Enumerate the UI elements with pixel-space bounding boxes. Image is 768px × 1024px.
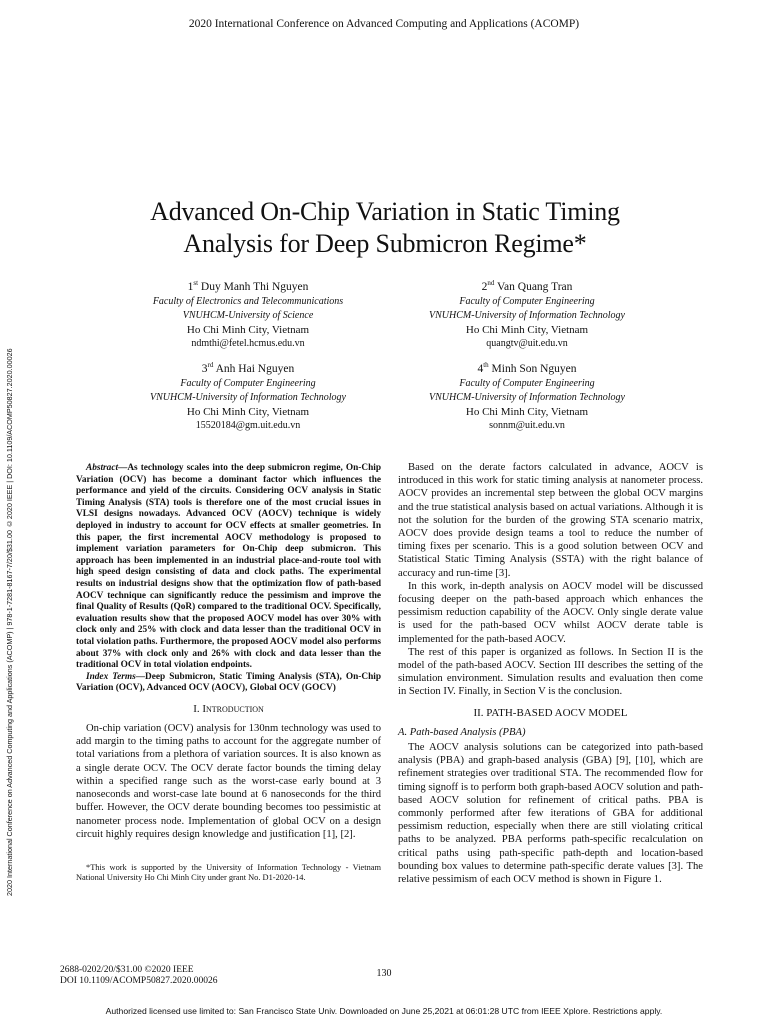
author-name: Van Quang Tran (497, 280, 573, 293)
footnote-text: *This work is supported by the University of Information Technology - Vietnam National University Ho Chi Minh City under grant No. D1-2020-14. (76, 862, 381, 883)
author-ordinal-suffix: st (193, 279, 199, 287)
author-ordinal-suffix: nd (487, 279, 495, 287)
author-faculty: Faculty of Computer Engineering (459, 295, 595, 307)
author-faculty: Faculty of Electronics and Telecommunications (152, 295, 344, 307)
introduction-paragraph: On-chip variation (OCV) analysis for 130nm technology was used to add margin to the timing paths to account for the aggregate number of total variations from a plethora of variation sources. It is also known as a single derate OCV. The OCV derate factor bounds the timing delay within a specified range such as the worst-case early bound at 3 nanoseconds and worst-case late bound at 6 nanoseconds for the third buffer. However, the OCV derate bounding becomes too pessimistic at nanometer process node. Implementation of global OCV on a design circuit highly requires design knowledge and justification [1], [2]. (76, 723, 381, 840)
author-city: Ho Chi Minh City, Vietnam (186, 405, 310, 418)
author-ordinal-suffix: rd (207, 361, 214, 369)
license-notice: Authorized licensed use limited to: San Francisco State Univ. Downloaded on June 25,2021 at 06:01:28 UTC from IEEE Xplore. Restrictions apply. (105, 1006, 663, 1016)
abstract (76, 463, 381, 695)
left-column (76, 463, 381, 884)
issn-line: 2688-0202/20/$31.00 ©2020 IEEE (60, 965, 194, 975)
author-ordinal-suffix: th (483, 361, 489, 369)
author-name: Anh Hai Nguyen (215, 362, 295, 375)
paragraph: The AOCV analysis solutions can be categorized into path-based analysis (PBA) and graph-based analysis (GBA) [9], [10], which are refinement strategies over traditional STA. The recommended flow for timing signoff is to perform both graph-based AOCV solution and path-based AOCV solution for refinement of critical paths. PBA is commonly performed after few iterations of GBA for additional pessimism reduction, especially when there are still violating critical paths to be analyzed. PBA performs path-specific recalculation on critical paths using path-specific path-depth and location-based bounding box values to determine path-specific derate values [3]. The relative pessimism of each OCV method is shown in Figure 1. (398, 742, 703, 886)
title-line-2: Analysis for Deep Submicron Regime* (183, 229, 587, 258)
author-faculty: Faculty of Computer Engineering (459, 377, 595, 389)
right-column (398, 461, 703, 886)
author-name: Minh Son Nguyen (491, 362, 577, 375)
author-university: VNUHCM-University of Information Technology (428, 391, 625, 403)
index-terms-label: Index Terms (86, 671, 136, 682)
section-heading-path-based-aocv: II. PATH-BASED AOCV MODEL (473, 706, 628, 719)
paragraph: The rest of this paper is organized as follows. In Section II is the model of the path-based AOCV. Section III describes the setting of the simulation environment. Simulation results and evaluation then come in Section IV. Finally, in Section V is the conclusion. (398, 646, 703, 698)
section-title-text: Introduction (202, 702, 264, 715)
author-block-3 (108, 358, 388, 433)
author-email[interactable]: ndmthi@fetel.hcmus.edu.vn (191, 337, 305, 349)
author-ordinal: 2 (481, 280, 488, 293)
author-block-2 (387, 276, 667, 351)
title-line-1: Advanced On-Chip Variation in Static Timing (150, 197, 620, 226)
author-email[interactable]: 15520184@gm.uit.edu.vn (195, 419, 301, 431)
author-city: Ho Chi Minh City, Vietnam (186, 323, 310, 336)
author-university: VNUHCM-University of Information Technology (428, 309, 625, 321)
introduction-body (76, 722, 381, 841)
page-number: 130 (376, 968, 392, 979)
section-number: I. (193, 702, 200, 715)
doi-line[interactable]: DOI 10.1109/ACOMP50827.2020.00026 (60, 976, 218, 986)
author-university: VNUHCM-University of Science (182, 309, 314, 321)
paper-title (90, 196, 680, 260)
paragraph: In this work, in-depth analysis on AOCV model will be discussed focusing deeper on the path-based approach which enhances the pessimism reduction capability of the AOCV. Only single derate value is used for the path-based OCV whilst AOCV derate table is implemented for the path-based AOCV. (398, 580, 703, 645)
index-terms-text: —Deep Submicron, Static Timing Analysis (STA), On-Chip Variation (OCV), Advanced OCV (AOCV), Global OCV (GOCV) (76, 671, 381, 694)
conference-header: 2020 International Conference on Advanced Computing and Applications (ACOMP) (188, 18, 580, 30)
author-block-1 (108, 276, 388, 351)
abstract-label: Abstract (86, 463, 119, 473)
paragraph: Based on the derate factors calculated in advance, AOCV is introduced in this work for static timing analysis at nanometer process. AOCV provides an incremental step between the global OCV margins and the true statistical analysis based on actual variations. Although it is not the solution for the burden of the growing STA scenario matrix, AOCV does provide design teams a tool to reduce the number of timing fixes per scenario. This is a good solution between OCV and Statistical Static Timing Analysis (SSTA) with the right balance of accuracy and run-time [3]. (398, 462, 703, 579)
author-name: Duy Manh Thi Nguyen (200, 280, 309, 293)
abstract-text: —As technology scales into the deep submicron regime, On-Chip Variation (OCV) has become a dominant factor which influences the performance and yield of the circuits. Considering OCV analysis in Static Timing Analysis (STA) tools is therefore one of the most crucial issues in VLSI designs nowadays. Advanced OCV (AOCV) technique is widely deployed in industry to account for OCV effects at smaller geometries. In this paper, the first incremental AOCV methodology is proposed to implement variation parameters for On-Chip deep submicron. This approach has been implemented in an industrial place-and-route tool with high speed design consisting of data and clock paths. The experimental results on industrial designs show that the optimization flow of path-based AOCV technique can significantly reduce the pessimism and improve the final Quality of Results (QoR) compared to the traditional OCV. Specifically, evaluation results show that the proposed AOCV model has over 30% with clock only and 25% with clock and data lesser than the traditional OCV in total violation paths. Furthermore, the proposed AOCV model also performs about 37% with clock only and 26% with clock and data lesser than the traditional OCV in total violation endpoints. (76, 463, 381, 671)
author-ordinal: 4 (477, 362, 484, 375)
side-strip-citation: 2020 International Conference on Advanced Computing and Applications (ACOMP) | 978-1-7281-8167-7/20/$31.00 ©2020 IEEE | DOI: 10.1109/ACOMP50827.2020.00026 (5, 348, 14, 896)
author-ordinal: 3 (201, 362, 208, 375)
subsection-heading-pba: A. Path-based Analysis (PBA) (398, 726, 526, 738)
author-university: VNUHCM-University of Information Technology (149, 391, 346, 403)
author-city: Ho Chi Minh City, Vietnam (465, 323, 589, 336)
footnote (76, 863, 381, 884)
author-email[interactable]: sonnm@uit.edu.vn (489, 419, 565, 431)
section-heading-introduction (76, 703, 381, 716)
author-faculty: Faculty of Computer Engineering (180, 377, 316, 389)
author-ordinal: 1 (187, 280, 194, 293)
author-block-4 (387, 358, 667, 433)
author-email[interactable]: quangtv@uit.edu.vn (486, 337, 568, 349)
author-city: Ho Chi Minh City, Vietnam (465, 405, 589, 418)
